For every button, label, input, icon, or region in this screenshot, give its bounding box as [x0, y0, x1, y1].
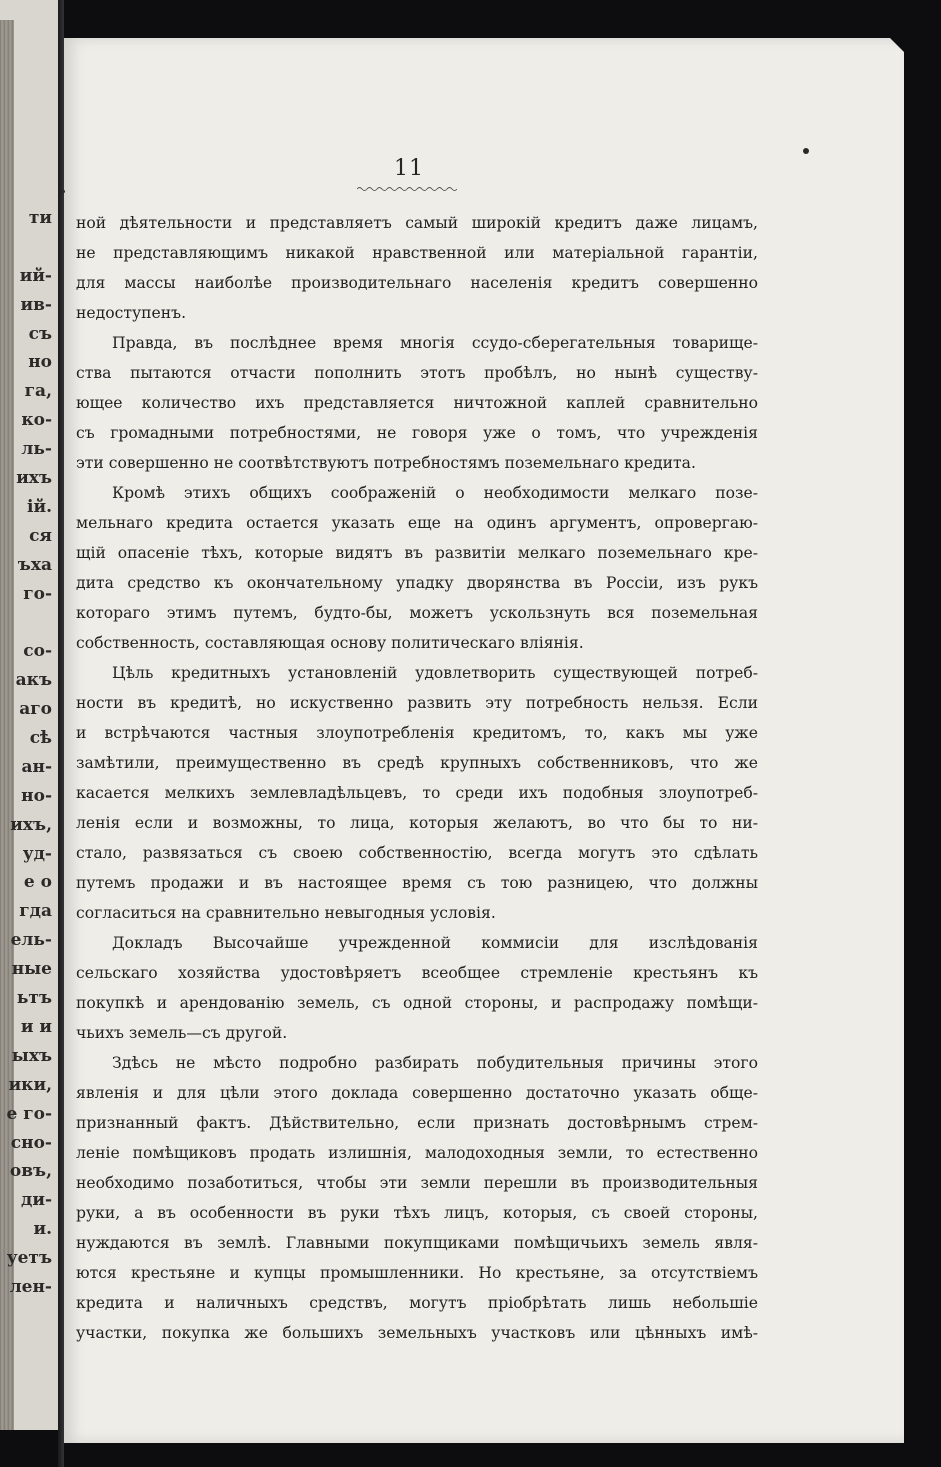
previous-page-fragment: но — [28, 352, 52, 373]
previous-page-fragment: ан- — [21, 756, 52, 777]
text-line: эти совершенно не соотвѣтствуютъ потребностямъ поземельнаго кредита. — [76, 454, 696, 472]
text-line: съ громадными потребностями, не говоря уже о томъ, что учрежденія — [76, 424, 758, 442]
page-number: 11 — [394, 156, 424, 181]
paragraph — [76, 328, 758, 478]
previous-page-fragment: ти — [28, 208, 52, 228]
previous-page-fragment: га, — [24, 381, 52, 402]
previous-page-fragment: со- — [23, 641, 52, 662]
previous-page-fragment: сно- — [10, 1132, 52, 1153]
text-line: чьихъ земель—съ другой. — [76, 1024, 288, 1042]
previous-page-fragment: ди- — [21, 1190, 52, 1211]
previous-page-fragment: ихъ, — [10, 814, 52, 835]
text-line: мельнаго кредита остается указать еще на одинъ аргументъ, опровергаю- — [76, 514, 758, 532]
text-line: покупкѣ и арендованію земель, съ одной стороны, и распродажу помѣщи- — [76, 994, 758, 1012]
previous-page-fragment: ив- — [20, 294, 52, 315]
text-line: сельскаго хозяйства удостовѣряетъ всеобщее стремленіе крестьянъ къ — [76, 964, 758, 982]
page-corner — [890, 38, 904, 52]
page-speck — [62, 190, 65, 193]
previous-page-fragment: но- — [21, 785, 52, 806]
text-line: путемъ продажи и въ настоящее время съ тою разницею, что должны — [76, 874, 758, 892]
book-page — [64, 38, 904, 1443]
text-line: Здѣсь не мѣсто подробно разбирать побудительныя причины этого — [112, 1054, 758, 1072]
text-line: кредита и наличныхъ средствъ, могутъ пріобрѣтать лишь небольшіе — [76, 1294, 758, 1312]
page-speck — [803, 148, 809, 154]
previous-page-fragment: уетъ — [6, 1248, 52, 1269]
text-line: ющее количество ихъ представляется ничтожной каплей сравнительно — [76, 394, 758, 412]
text-line: не представляющимъ никакой нравственной или матеріальной гарантіи, — [76, 244, 758, 262]
text-line: касается мелкихъ землевладѣльцевъ, то среди ихъ подобныя злоупотреб- — [76, 784, 758, 802]
previous-page-fragment: ий- — [19, 265, 52, 286]
previous-page-fragment — [0, 233, 58, 262]
previous-page-fragment: ся — [29, 525, 52, 546]
text-line: щій опасеніе тѣхъ, которые видятъ въ развитіи мелкаго поземельнаго кре- — [76, 544, 758, 562]
previous-page-fragment: е о — [23, 872, 52, 893]
text-line: руки, а въ особенности въ руки тѣхъ лицъ, которыя, съ своей стороны, — [76, 1204, 758, 1222]
text-line: ются крестьяне и купцы промышленники. Но крестьяне, за отсутствіемъ — [76, 1264, 758, 1282]
text-line: недоступенъ. — [76, 304, 187, 322]
previous-page-fragment: ихъ — [16, 468, 52, 489]
text-line: ности въ кредитѣ, но искуственно развить эту потребность нельзя. Если — [76, 694, 758, 712]
previous-page-fragment: ко- — [21, 410, 52, 431]
page-body-text — [76, 208, 758, 1348]
previous-page-fragment: и и — [20, 1016, 52, 1037]
previous-page-fragment: уд- — [22, 843, 52, 864]
text-line: согласиться на сравнительно невыгодныя условія. — [76, 904, 496, 922]
paragraph — [76, 928, 758, 1048]
previous-page-text-fragments — [0, 204, 58, 1302]
text-line: для массы наиболѣе производительнаго населенія кредитъ совершенно — [76, 274, 758, 292]
previous-page-fragment: лен- — [9, 1276, 52, 1297]
previous-page-fragment: овъ, — [9, 1161, 52, 1182]
previous-page-fragment — [0, 608, 58, 637]
text-line: признанный фактъ. Дѣйствительно, если признать достовѣрнымъ стрем- — [76, 1114, 758, 1132]
text-line: ства пытаются отчасти пополнить этотъ пробѣлъ, но нынѣ существу- — [76, 364, 758, 382]
previous-page-fragment: ыхъ — [11, 1045, 52, 1066]
text-line: явленія и для цѣли этого доклада совершенно достаточно указать обще- — [76, 1084, 758, 1102]
previous-page-fragment: ьтъ — [16, 988, 52, 1009]
text-line: Кромѣ этихъ общихъ соображеній о необходимости мелкаго позе- — [112, 484, 758, 502]
text-line: необходимо позаботиться, чтобы эти земли перешли въ производительныя — [76, 1174, 758, 1192]
previous-page-fragment: ики, — [8, 1074, 52, 1095]
previous-page-fragment: и. — [33, 1219, 52, 1240]
text-line: дита средство къ окончательному упадку дворянства въ Россіи, изъ рукъ — [76, 574, 758, 592]
previous-page-fragment: ль- — [21, 439, 52, 460]
text-line: Правда, въ послѣднее время многія ссудо-сберегательныя товарище- — [112, 334, 758, 352]
previous-page-fragment: ъха — [17, 554, 52, 575]
previous-page-fragment: съ — [28, 323, 52, 344]
wavy-rule-ornament — [357, 186, 457, 192]
paragraph — [76, 1048, 758, 1348]
text-line: нуждаются въ землѣ. Главными покупщиками помѣщичьихъ земель явля- — [76, 1234, 758, 1252]
previous-page-fragment: го- — [23, 583, 52, 604]
previous-page-edge — [0, 0, 58, 1430]
paragraph — [76, 658, 758, 928]
text-line: и встрѣчаются частныя злоупотребленія кредитомъ, то, какъ мы уже — [76, 724, 758, 742]
text-line: Докладъ Высочайше учрежденной коммисіи для изслѣдованія — [112, 934, 758, 952]
previous-page-fragment: акъ — [15, 670, 52, 691]
text-line: стало, развязаться съ своею собственностію, всегда могутъ это сдѣлать — [76, 844, 758, 862]
previous-page-fragment: гда — [19, 901, 52, 922]
previous-page-fragment: ные — [11, 959, 52, 980]
previous-page-fragment: е го- — [6, 1103, 52, 1124]
text-line: собственность, составляющая основу политическаго вліянія. — [76, 634, 584, 652]
text-line: ленія если и возможны, то лица, которыя желаютъ, во что бы то ни- — [76, 814, 758, 832]
text-line: участки, покупка же большихъ земельныхъ участковъ или цѣнныхъ имѣ- — [76, 1324, 758, 1342]
text-line: ной дѣятельности и представляетъ самый широкій кредитъ даже лицамъ, — [76, 214, 758, 232]
text-line: замѣтили, преимущественно въ средѣ крупныхъ собственниковъ, что же — [76, 754, 758, 772]
text-line: леніе помѣщиковъ продать излишнія, малодоходныя земли, то естественно — [76, 1144, 758, 1162]
previous-page-fragment: ій. — [27, 496, 52, 517]
text-line: котораго этимъ путемъ, будто-бы, можетъ ускользнуть вся поземельная — [76, 604, 758, 622]
paragraph — [76, 478, 758, 658]
previous-page-fragment: ель- — [10, 930, 52, 951]
previous-page-fragment: сѣ — [29, 728, 52, 749]
text-line: Цѣль кредитныхъ установленій удовлетворить существующей потреб- — [112, 664, 758, 682]
previous-page-fragment: аго — [19, 699, 52, 720]
paragraph — [76, 208, 758, 328]
